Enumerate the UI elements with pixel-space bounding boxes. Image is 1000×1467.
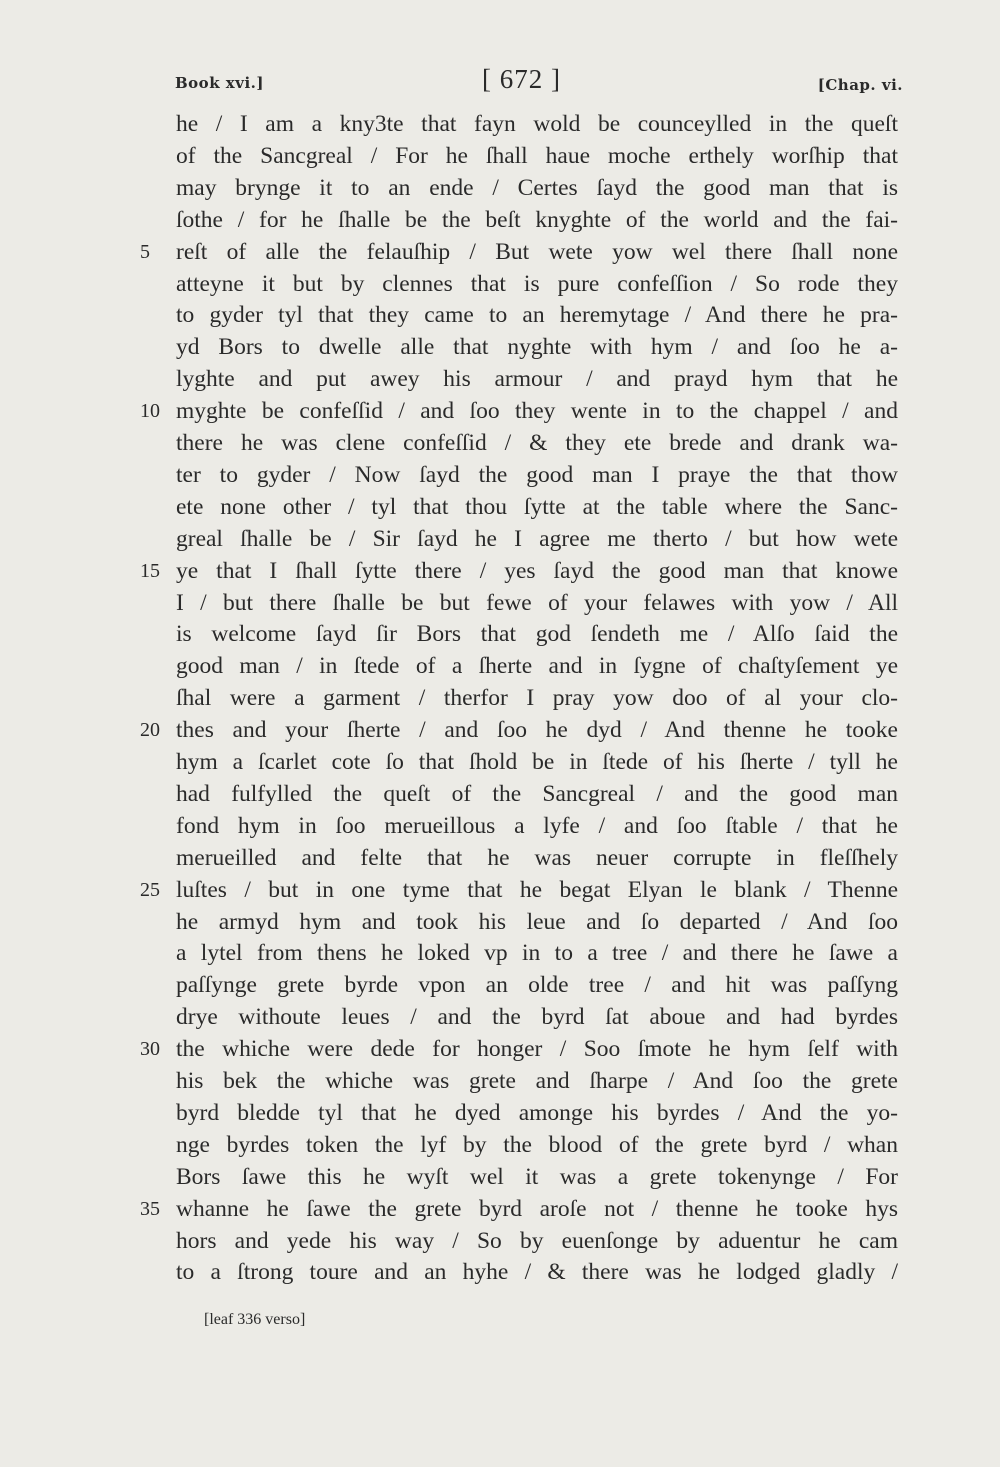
text-line (176, 1193, 898, 1225)
text-line (176, 1256, 898, 1288)
text-line (176, 587, 898, 619)
text-line (176, 746, 898, 778)
line-text: merueilled and felte that he was neuer corrupte in fleſſhely (176, 844, 898, 871)
line-number: 25 (140, 878, 160, 901)
line-text: is welcome ſayd ſir Bors that god ſendeth me / Alſo ſaid the (176, 621, 898, 648)
text-line (176, 714, 898, 746)
line-text: a lytel from thens he loked vp in to a tree / and there he ſawe a (176, 940, 898, 967)
text-line (176, 204, 898, 236)
line-text: byrd bledde tyl that he dyed amonge his byrdes / And the yo- (176, 1099, 898, 1126)
text-line (176, 331, 898, 363)
line-text: to a ſtrong toure and an hyhe / & there was he lodged gladly / (176, 1259, 898, 1286)
line-text: lyghte and put awey his armour / and prayd hym that he (176, 366, 898, 393)
line-text: luſtes / but in one tyme that he begat Elyan le blank / Thenne (176, 876, 898, 903)
line-number: 35 (140, 1197, 160, 1220)
line-text: Bors ſawe this he wyſt wel it was a grete tokenynge / For (176, 1163, 898, 1190)
text-line (176, 1097, 898, 1129)
line-text: to gyder tyl that they came to an heremytage / And there he pra- (176, 302, 898, 329)
text-line (176, 874, 898, 906)
text-line (176, 363, 898, 395)
text-line (176, 268, 898, 300)
leaf-note: [leaf 336 verso] (204, 1311, 306, 1328)
line-text: whanne he ſawe the grete byrd aroſe not / thenne he tooke hys (176, 1195, 898, 1222)
line-text: ye that I ſhall ſytte there / yes ſayd the good man that knowe (176, 557, 898, 584)
line-number: 15 (140, 559, 160, 582)
line-text: good man / in ſtede of a ſherte and in ſygne of chaſtyſement ye (176, 653, 898, 680)
line-text: the whiche were dede for honger / Soo ſmote he hym ſelf with (176, 1036, 898, 1063)
text-line (176, 1129, 898, 1161)
line-text: ſothe / for he ſhalle be the beſt knyghte of the world and the fai- (176, 206, 898, 233)
text-line (176, 1001, 898, 1033)
text-line (176, 523, 898, 555)
line-text: myghte be confeſſid / and ſoo they wente in to the chappel / and (176, 398, 898, 425)
text-line (176, 555, 898, 587)
line-text: hors and yede his way / So by euenſonge by aduentur he cam (176, 1227, 898, 1254)
line-text: paſſynge grete byrde vpon an olde tree / and hit was paſſyng (176, 972, 898, 999)
line-text: nge byrdes token the lyf by the blood of the grete byrd / whan (176, 1131, 898, 1158)
text-line (176, 395, 898, 427)
line-number: 5 (140, 240, 150, 263)
text-line (176, 1033, 898, 1065)
text-line (176, 650, 898, 682)
text-line (176, 172, 898, 204)
text-line (176, 299, 898, 331)
line-text: there he was clene confeſſid / & they ete brede and drank wa- (176, 430, 898, 456)
line-text: greal ſhalle be / Sir ſayd he I agree me therto / but how wete (176, 525, 898, 552)
text-line (176, 1225, 898, 1257)
text-line (176, 842, 898, 874)
line-number: 30 (140, 1038, 160, 1061)
text-line (176, 618, 898, 650)
book-label: Book xvi.] (175, 74, 264, 92)
running-head (175, 64, 905, 100)
line-text: ſhal were a garment / therfor I pray yow doo of al your clo- (176, 685, 898, 712)
text-line (176, 810, 898, 842)
text-line (176, 140, 898, 172)
text-line (176, 778, 898, 810)
line-text: of the Sancgreal / For he ſhall haue moche erthely worſhip that (176, 142, 898, 169)
text-line (176, 1161, 898, 1193)
chapter-label: [Chap. vi. (817, 76, 903, 94)
line-text: his bek the whiche was grete and ſharpe / And ſoo the grete (176, 1068, 898, 1094)
text-line (176, 1065, 898, 1097)
line-text: he armyd hym and took his leue and ſo departed / And ſoo (176, 908, 898, 935)
text-line (176, 682, 898, 714)
line-text: yd Bors to dwelle alle that nyghte with hym / and ſoo he a- (176, 334, 898, 361)
text-line (176, 236, 898, 268)
text-line (176, 937, 898, 969)
line-text: had fulfylled the queſt of the Sancgreal / and the good man (176, 780, 898, 807)
line-text: I / but there ſhalle be but fewe of your felawes with yow / All (176, 589, 898, 616)
line-text: atteyne it but by clennes that is pure confeſſion / So rode they (176, 270, 898, 297)
line-number: 10 (140, 400, 160, 423)
text-line (176, 427, 898, 459)
text-line (176, 969, 898, 1001)
line-text: ete none other / tyl that thou ſytte at the table where the Sanc- (176, 493, 898, 520)
page-number: [ 672 ] (482, 64, 561, 94)
text-line (176, 491, 898, 523)
text-line (176, 906, 898, 938)
text-line (176, 108, 898, 140)
line-text: reſt of alle the felauſhip / But wete yow wel there ſhall none (176, 238, 898, 265)
line-text: he / I am a kny3te that fayn wold be counceylled in the queſt (176, 111, 898, 137)
line-text: thes and your ſherte / and ſoo he dyd / And thenne he tooke (176, 717, 898, 744)
line-text: may brynge it to an ende / Certes ſayd the good man that is (176, 174, 898, 201)
line-text: hym a ſcarlet cote ſo that ſhold be in ſtede of his ſherte / tyll he (176, 749, 898, 775)
text-line (176, 459, 898, 491)
line-number: 20 (140, 719, 160, 742)
line-text: fond hym in ſoo merueillous a lyfe / and ſoo ſtable / that he (176, 812, 898, 839)
line-text: ter to gyder / Now ſayd the good man I praye the that thow (176, 461, 898, 488)
line-text: drye withoute leues / and the byrd ſat aboue and had byrdes (176, 1004, 898, 1031)
